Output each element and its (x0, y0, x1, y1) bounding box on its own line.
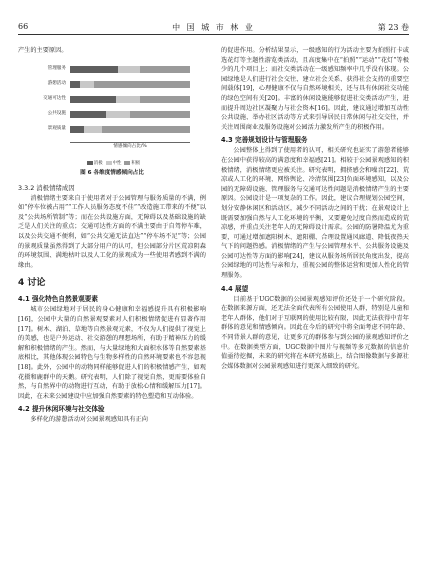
sentiment-bar-chart (18, 60, 206, 160)
x-axis-line (70, 142, 190, 143)
header-rule (18, 34, 409, 35)
stacked-bar (70, 66, 190, 73)
intro-text: 产生的主要原因。 (18, 47, 68, 54)
category-label: 交通可达性 (43, 95, 66, 101)
paragraph: 城市公园绿地对于居民的身心健康和幸福感提升具有积极影响[16]，公园中大量的自然景观要素对人们积极情绪促进有显著作用[17]。树木、湖泊、草地等自然景观元素，不仅为人们提供了视觉上的美感，也是户外运动、社交游憩的理想场所，有助于精神压力的缓解和积极情绪的产生。然而，与大量绿地和大面积水体等自然要素基底相比，其他体现公园特色与生物多样性的自然环境要素也不容忽视[18]。此外，公园中的动物同样能够促进人们的积极情感产生，如观花摄和鹿群中的天鹅。研究表明，人们除了视觉自然，更需要体验自然，与自然界中的动物进行互动，有助于放松心情和缓解压力[17]。因此，在未来公园建设中应加强自然要素的特色塑造和互动体验。 (18, 306, 206, 400)
section-4-1-heading: 4.1 强化特色自然景观要素 (18, 295, 98, 304)
figure-caption: 图 6 各维度情感倾向占比 (80, 169, 144, 176)
bar-segment (70, 96, 116, 103)
bar-segment (84, 126, 102, 133)
paragraph: 目前基于UGC数据的公园景观感知评价还处于一个研究阶段。在数据来源方面，还无法全面代表所有公园使用人群，特别是儿童和老年人群体，他们对于互联网的使用比较有限，因此无法获得中青年群体的意见和情感倾向。因此在今后的研究中将全面考虑不同年龄、不同背景人群的意见，让更多元的群体参与到公园的景观感知评价之中。在数据类型方面，UGC数据中图片与视频等多元数据的信息价值亟待挖掘，未来的研究将在本研究基础上，结合图像数据与多源社会媒体数据对公园景观感知进行更深入细致的研究。 (221, 295, 409, 370)
bar-segment (94, 81, 190, 88)
category-label: 景观质量 (47, 125, 66, 131)
section-4-2-heading: 4.2 提升休闲环境与社交体验 (18, 405, 105, 414)
legend-label: 中性 (112, 160, 122, 166)
section-3-3-2-heading: 3.3.2 消极情绪成因 (18, 183, 75, 192)
bar-segment (102, 126, 190, 133)
legend-label: 积极 (131, 160, 141, 166)
category-label: 管理服务 (47, 65, 66, 71)
section-4-3-heading: 4.3 完善规划设计与管理服务 (221, 136, 308, 145)
bar-segment (116, 96, 140, 103)
bar-segment (140, 96, 190, 103)
x-axis-label: 情感倾向占比/% (113, 143, 147, 149)
section-4-4-heading: 4.4 展望 (221, 284, 249, 293)
section-4-heading: 4 讨论 (18, 278, 46, 289)
figure-6 (18, 60, 206, 177)
stacked-bar (70, 111, 190, 118)
bar-segment (70, 66, 118, 73)
bar-segment (70, 126, 84, 133)
bar-segment (130, 111, 190, 118)
legend-swatch (106, 161, 112, 165)
chart-legend (18, 161, 206, 167)
paragraph: 公园整体上得到了使用者的认可，相关研究也证实了游憩者能够在公园中获得较高的满意度和幸福感[21]。相较于公园景观感知的积极情绪，消极情绪更应被关注。研究表明，拥挤感会和噪音[22]、荒凉或人工化的环境、网络舆论、冷清氛围[23]负面环境感知，以及公园的无障碍设施、管理服务与交通可达性问题是消极情绪产生的主要原因。公园设计是一项复杂的工作。因此，建议合理规划公园空间，划分安静休闲区和活动区，减少不同活动之间的干扰；在景观设计上既需要加强自然与人工化环境的平衡，又要避免过度自然而造成的荒凉感，并重点关注老年人的无障碍设计需求。公园的防暑降温尤为重要，可通过增加遮阳树木、遮阳棚、合理设置通风廊道、降低夜热天气下的问题热感。消极情绪的产生与公园管理水平、公共服务设施及公园可达性等方面的影响[24]，建议从服务场所居民角度出发，提高公园绿地的可达性与亲和力，重视公园的整体运营和更加人性化的管理服务。 (221, 147, 409, 280)
stacked-bar (70, 126, 190, 133)
bar-segment (118, 66, 140, 73)
paragraph: 消极情绪主要来自于使用者对于公园管理与服务质量的不满，例如“停车位被占用”“工作人员服务态度不佳”“改造施工带来的不便”以及“公共场所管制”等；而在公共设施方面，无障碍以及基础设施的缺乏是人们关注的重点；交通可达性方面的不满主要由于自驾停车难，以及公共交通不便利，如“公共交通无法直达”“停车场不足”等；公园的景观质量虽然得到了大部分用户的认可，但公园部分片区荒凉阴森的环境氛围、满地枯叶以及人工化的景观成为一些使用者感到不满的缘由。 (18, 194, 206, 269)
category-label: 游憩活动 (47, 80, 66, 86)
legend-swatch (124, 161, 130, 165)
journal-title: 中 国 城 市 林 业 (172, 23, 255, 32)
page-header (0, 0, 427, 40)
bar-segment (140, 66, 190, 73)
page-number: 66 (18, 22, 29, 31)
volume-label: 第 23 卷 (377, 23, 409, 32)
legend-swatch (87, 161, 93, 165)
paragraph: 的促进作用。分析结果显示，一级感知的行为活动主要为拍照打卡或选花灯等主题性游览类活动，且高度集中在“拍照”“运动”“花灯”等极少的几个项目上；而社交类活动在一级感知频率中几乎没有体现。公园绿地是人们进行社会交往、建立社会关系、获得社会支持的重要空间载体[19]，心理健康不仅与自然环境相关，还与具有休闲社交功能的绿色空间有关[20]。丰富的休闲设施能够促进社交类活动产生，进而提升周边社区凝聚力与社会资本[16]。因此，建议通过增加互动性公共设施、举办社区活动等方式来引导居民日常休闲与社交交往，并关注周围商业及服务设施对公园活力激发所产生的积极作用。 (221, 47, 409, 131)
category-label: 公共设施 (47, 110, 66, 116)
stacked-bar (70, 81, 190, 88)
left-column (18, 46, 206, 566)
bar-segment (80, 81, 94, 88)
legend-label: 消极 (93, 160, 103, 166)
paragraph: 多样化的游憩活动对公园景观感知具有正向 (30, 416, 148, 424)
stacked-bar (70, 96, 190, 103)
bar-segment (70, 81, 80, 88)
bar-segment (106, 111, 130, 118)
bar-segment (70, 111, 106, 118)
right-column (221, 46, 409, 566)
